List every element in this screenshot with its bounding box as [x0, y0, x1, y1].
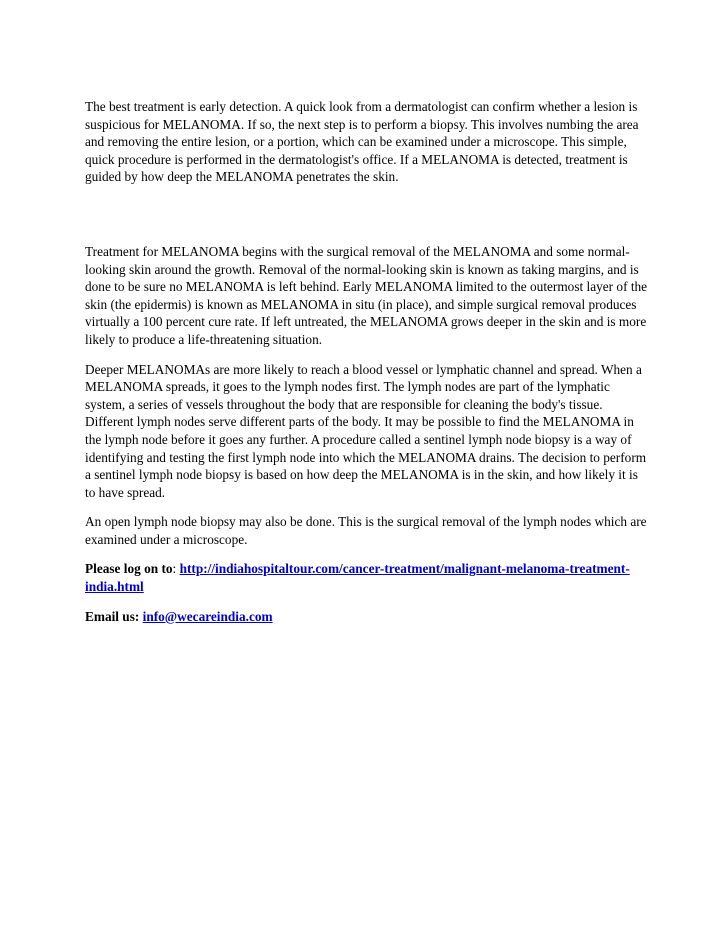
document-body [85, 98, 651, 625]
login-line [85, 560, 651, 595]
paragraph-surgical-removal: Treatment for MELANOMA begins with the surgical removal of the MELANOMA and some normal-looking skin around the growth. Removal of the normal-looking skin is known as taking margins, and is done to be sure no MELANOMA is left behind. Early MELANOMA limited to the outermost layer of the skin (the epidermis) is known as MELANOMA in situ (in place), and simple surgical removal produces virtually a 100 percent cure rate. If left untreated, the MELANOMA grows deeper in the skin and is more likely to produce a life-threatening situation. [85, 243, 648, 347]
login-label: Please log on to [85, 561, 173, 577]
email-link[interactable]: info@wecareindia.com [142, 608, 273, 624]
login-separator: : [172, 561, 180, 577]
paragraph-lymph-node-spread: Deeper MELANOMAs are more likely to reach a blood vessel or lymphatic channel and spread. When a MELANOMA spreads, it goes to the lymph nodes first. The lymph nodes are part of the lymphatic system, a series of vessels throughout the body that are responsible for cleaning the body's tissue. Different lymph nodes serve different parts of the body. It may be possible to find the MELANOMA in the lymph node before it goes any further. A procedure called a sentinel lymph node biopsy is a way of identifying and testing the first lymph node into which the MELANOMA drains. The decision to perform a sentinel lymph node biopsy is based on how deep the MELANOMA is in the skin, and how likely it is to have spread. [85, 361, 647, 500]
hospital-tour-link[interactable]: http://indiahospitaltour.com/cancer-treatment/malignant-melanoma-treatment-india.html [85, 561, 630, 595]
paragraph-early-detection: The best treatment is early detection. A quick look from a dermatologist can confirm whether a lesion is suspicious for MELANOMA. If so, the next step is to perform a biopsy. This involves numbing the area and removing the entire lesion, or a portion, which can be examined under a microscope. This simple, quick procedure is performed in the dermatologist's office. If a MELANOMA is detected, treatment is guided by how deep the MELANOMA penetrates the skin. [85, 99, 639, 185]
paragraph-open-biopsy: An open lymph node biopsy may also be done. This is the surgical removal of the lymph nodes which are examined under a microscope. [85, 514, 647, 547]
email-line [85, 608, 651, 626]
email-label: Email us: [85, 608, 140, 624]
